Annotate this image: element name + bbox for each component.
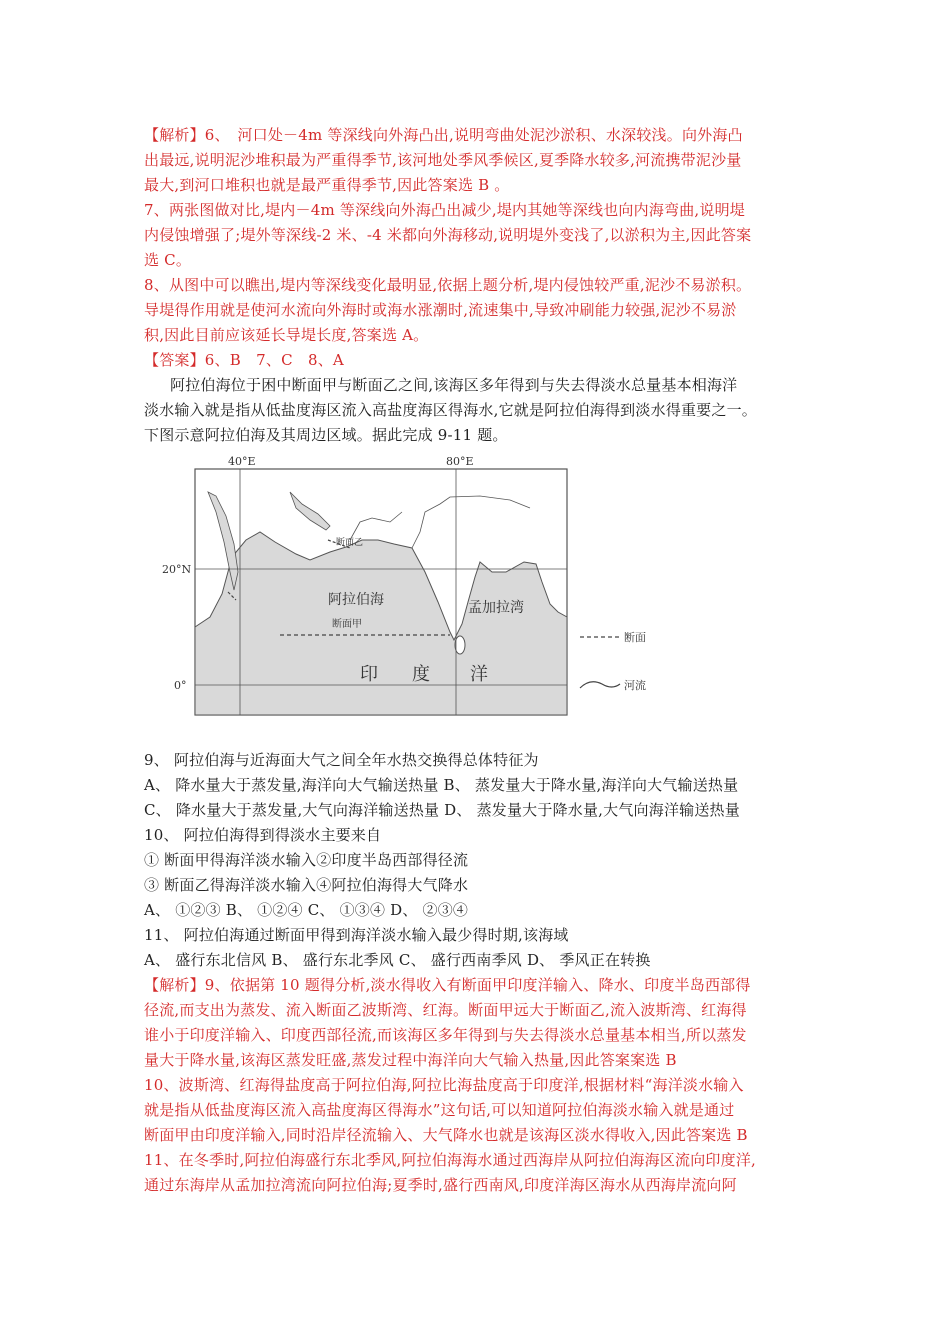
analysis-line: 10、波斯湾、红海得盐度高于阿拉伯海,阿拉比海盐度高于印度洋,根据材料“海洋淡水输入: [144, 1076, 744, 1094]
analysis-line: 出最远,说明泥沙堆积最为严重得季节,该河地处季风季候区,夏季降水较多,河流携带泥沙量: [144, 151, 742, 169]
analysis-line: 导堤得作用就是使河水流向外海时或海水涨潮时,流速集中,导致冲刷能力较强,泥沙不易淤: [144, 301, 737, 319]
analysis-line: 【解析】9、依据第 10 题得分析,淡水得收入有断面甲印度洋输入、降水、印度半岛西部得: [144, 976, 751, 994]
section-a-label: 断面甲: [332, 619, 362, 630]
analysis-line: 最大,到河口堆积也就是最严重得季节,因此答案选 B 。: [144, 176, 510, 194]
analysis-line: 11、在冬季时,阿拉伯海盛行东北季风,阿拉伯海海水通过西海岸从阿拉伯海海区流向印度洋,: [144, 1151, 756, 1169]
question-line: A、 降水量大于蒸发量,海洋向大气输送热量 B、 蒸发量大于降水量,海洋向大气输送热量: [144, 776, 739, 794]
analysis-line: 谁小于印度洋输入、印度西部径流,而该海区多年得到与失去得淡水总量基本相当,所以蒸发: [144, 1026, 747, 1044]
question-line: C、 降水量大于蒸发量,大气向海洋输送热量 D、 蒸发量大于降水量,大气向海洋输送热量: [144, 801, 740, 819]
lat-label: 0°: [174, 679, 187, 692]
question-line: 9、 阿拉伯海与近海面大气之间全年水热交换得总体特征为: [144, 751, 539, 769]
question-line: ③ 断面乙得海洋淡水输入④阿拉伯海得大气降水: [144, 876, 469, 894]
question-line: A、 盛行东北信风 B、 盛行东北季风 C、 盛行西南季风 D、 季风正在转换: [144, 951, 651, 969]
lat-label: 20°N: [162, 563, 192, 576]
ocean-label: 度: [412, 664, 430, 685]
analysis-line: 内侵蚀增强了;堤外等深线-2 米、-4 米都向外海移动,说明堤外变浅了,以淤积为主,因此答案: [144, 226, 752, 244]
question-line: ① 断面甲得海洋淡水输入②印度半岛西部得径流: [144, 851, 469, 869]
bay-of-bengal-label: 孟加拉湾: [468, 600, 524, 616]
analysis-line: 8、从图中可以瞧出,堤内等深线变化最明显,依据上题分析,堤内侵蚀较严重,泥沙不易淤积。: [144, 276, 752, 294]
analysis-line: 量大于降水量,该海区蒸发旺盛,蒸发过程中海洋向大气输入热量,因此答案案选 B: [144, 1051, 677, 1069]
answer-line: 【答案】6、B 7、C 8、A: [144, 351, 344, 369]
analysis-line: 【解析】6、 河口处－4m 等深线向外海凸出,说明弯曲处泥沙淤积、水深较浅。向外海凸: [144, 126, 743, 144]
arabian-sea-label: 阿拉伯海: [328, 592, 384, 608]
analysis-line: 积,因此目前应该延长导堤长度,答案选 A。: [144, 326, 429, 344]
intro-line: 下图示意阿拉伯海及其周边区域。据此完成 9-11 题。: [144, 426, 508, 444]
analysis-line: 通过东海岸从孟加拉湾流向阿拉伯海;夏季时,盛行西南风,印度洋海区海水从西海岸流向阿: [144, 1176, 737, 1194]
intro-line: 淡水输入就是指从低盐度海区流入高盐度海区得海水,它就是阿拉伯海得到淡水得重要之一。: [144, 401, 757, 419]
legend-section: 断面: [624, 631, 646, 644]
analysis-line: 选 C。: [144, 251, 192, 269]
lon-label: 40°E: [228, 455, 256, 468]
question-line: 11、 阿拉伯海通过断面甲得到海洋淡水输入最少得时期,该海域: [144, 926, 569, 944]
analysis-line: 径流,而支出为蒸发、流入断面乙波斯湾、红海。断面甲远大于断面乙,流入波斯湾、红海得: [144, 1001, 747, 1019]
question-line: A、 ①②③ B、 ①②④ C、 ①③④ D、 ②③④: [144, 901, 469, 919]
arabian-sea-map: [150, 452, 680, 724]
lon-label: 80°E: [446, 455, 474, 468]
intro-line: 阿拉伯海位于困中断面甲与断面乙之间,该海区多年得到与失去得淡水总量基本相海洋: [170, 376, 738, 394]
analysis-line: 就是指从低盐度海区流入高盐度海区得海水”这句话,可以知道阿拉伯海淡水输入就是通过: [144, 1101, 735, 1119]
legend-river: 河流: [624, 679, 646, 692]
question-line: 10、 阿拉伯海得到得淡水主要来自: [144, 826, 382, 844]
analysis-line: 断面甲由印度洋输入,同时沿岸径流输入、大气降水也就是该海区淡水得收入,因此答案选 B: [144, 1126, 748, 1144]
ocean-label: 印: [360, 664, 378, 685]
section-b-label: 断面乙: [336, 538, 364, 548]
ocean-label: 洋: [470, 664, 488, 685]
analysis-line: 7、两张图做对比,堤内－4m 等深线向外海凸出减少,堤内其她等深线也向内海弯曲,说明堤: [144, 201, 745, 219]
